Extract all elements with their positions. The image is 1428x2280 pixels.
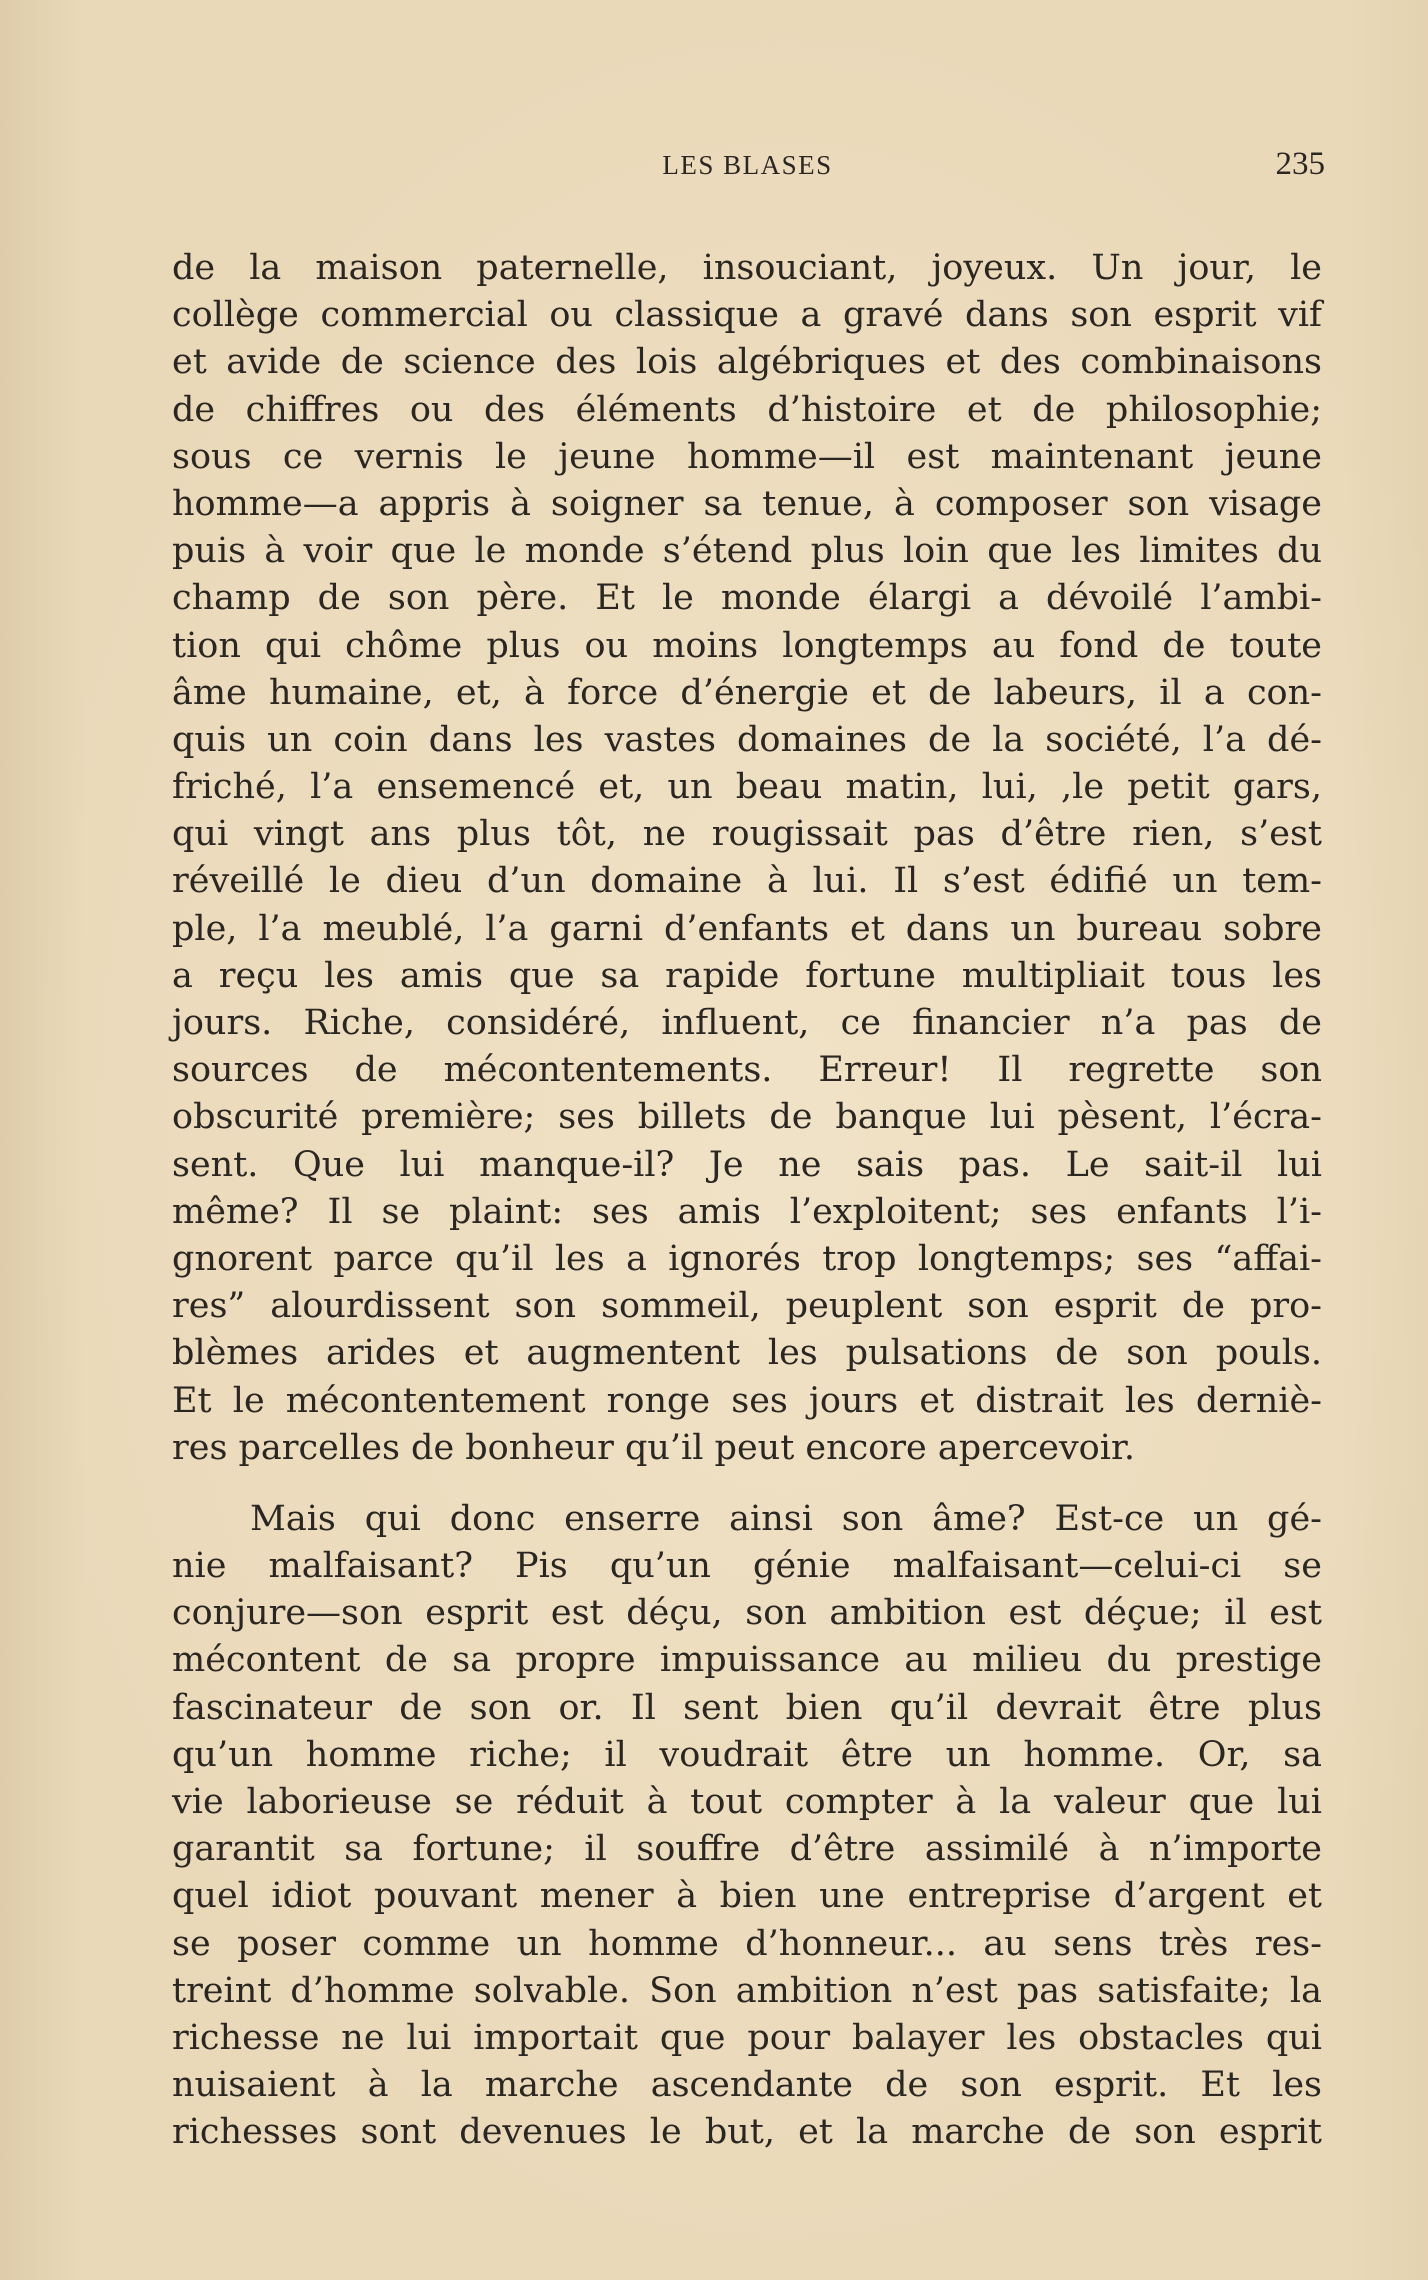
text-line: Mais qui donc enserre ainsi son âme? Est-ce un gé-	[250, 1498, 1322, 1539]
text-line: âme humaine, et, à force d’énergie et de labeurs, il a con-	[172, 672, 1322, 713]
text-line: mécontent de sa propre impuissance au milieu du prestige	[172, 1640, 1322, 1681]
text-line: homme—a appris à soigner sa tenue, à composer son visage	[172, 483, 1322, 524]
paragraph-1	[172, 245, 1322, 1472]
running-title: LES BLASES	[662, 150, 833, 180]
text-line: conjure—son esprit est déçu, son ambition est déçue; il est	[172, 1593, 1322, 1634]
text-line: sources de mécontentements. Erreur! Il regrette son	[172, 1050, 1322, 1091]
text-line: res” alourdissent son sommeil, peuplent son esprit de pro-	[172, 1286, 1322, 1327]
paragraph-2	[172, 1496, 1322, 2157]
text-line: de la maison paternelle, insouciant, joyeux. Un jour, le	[172, 248, 1322, 288]
text-line: et avide de science des lois algébriques et des combinaisons	[172, 342, 1322, 383]
text-line: a reçu les amis que sa rapide fortune multipliait tous les	[172, 955, 1322, 996]
text-line: richesses sont devenues le but, et la marche de son esprit	[172, 2112, 1322, 2153]
text-line: qui vingt ans plus tôt, ne rougissait pas d’être rien, s’est	[172, 814, 1322, 855]
text-line: ple, l’a meublé, l’a garni d’enfants et dans un bureau sobre	[172, 908, 1322, 949]
text-line: de chiffres ou des éléments d’histoire et de philosophie;	[172, 389, 1322, 430]
text-line: tion qui chôme plus ou moins longtemps au fond de toute	[172, 625, 1322, 666]
text-line: vie laborieuse se réduit à tout compter à la valeur que lui	[172, 1782, 1322, 1822]
text-line: Et le mécontentement ronge ses jours et distrait les derniè-	[172, 1380, 1322, 1421]
text-line: richesse ne lui importait que pour balayer les obstacles qui	[172, 2017, 1322, 2058]
text-line: nuisaient à la marche ascendante de son esprit. Et les	[172, 2065, 1322, 2106]
text-line: gnorent parce qu’il les a ignorés trop longtemps; ses “affai-	[172, 1238, 1322, 1279]
text-line: qu’un homme riche; il voudrait être un homme. Or, sa	[172, 1734, 1322, 1775]
text-line: sous ce vernis le jeune homme—il est maintenant jeune	[172, 436, 1322, 477]
text-line: obscurité première; ses billets de banque lui pèsent, l’écra-	[172, 1097, 1322, 1138]
text-line: res parcelles de bonheur qu’il peut encore apercevoir.	[172, 1427, 1135, 1468]
paragraph-spacer	[172, 1472, 1322, 1496]
text-line: sent. Que lui manque-il? Je ne sais pas. Le sait-il lui	[172, 1144, 1322, 1185]
text-line: collège commercial ou classique a gravé dans son esprit vif	[172, 295, 1322, 336]
page-number: 235	[1275, 146, 1325, 182]
text-line: fascinateur de son or. Il sent bien qu’il devrait être plus	[172, 1687, 1322, 1728]
text-line: treint d’homme solvable. Son ambition n’est pas satisfaite; la	[172, 1970, 1322, 2011]
text-line: se poser comme un homme d’honneur... au sens très res-	[172, 1923, 1322, 1964]
text-line: quel idiot pouvant mener à bien une entreprise d’argent et	[172, 1876, 1322, 1917]
text-line: garantit sa fortune; il souffre d’être assimilé à n’importe	[172, 1829, 1322, 1870]
text-line: même? Il se plaint: ses amis l’exploitent; ses enfants l’i-	[172, 1191, 1322, 1232]
text-line: quis un coin dans les vastes domaines de la société, l’a dé-	[172, 719, 1322, 760]
text-line: friché, l’a ensemencé et, un beau matin, lui, ,le petit gars,	[172, 767, 1322, 808]
text-line: nie malfaisant? Pis qu’un génie malfaisant—celui-ci se	[172, 1546, 1322, 1587]
text-line: champ de son père. Et le monde élargi a dévoilé l’ambi-	[172, 578, 1322, 619]
text-line: jours. Riche, considéré, influent, ce financier n’a pas de	[172, 1003, 1322, 1043]
text-line: réveillé le dieu d’un domaine à lui. Il s’est édifié un tem-	[172, 861, 1322, 902]
body-text	[172, 245, 1322, 2157]
page-header	[170, 146, 1325, 186]
text-line: blèmes arides et augmentent les pulsations de son pouls.	[172, 1333, 1322, 1374]
text-line: puis à voir que le monde s’étend plus loin que les limites du	[172, 531, 1322, 572]
